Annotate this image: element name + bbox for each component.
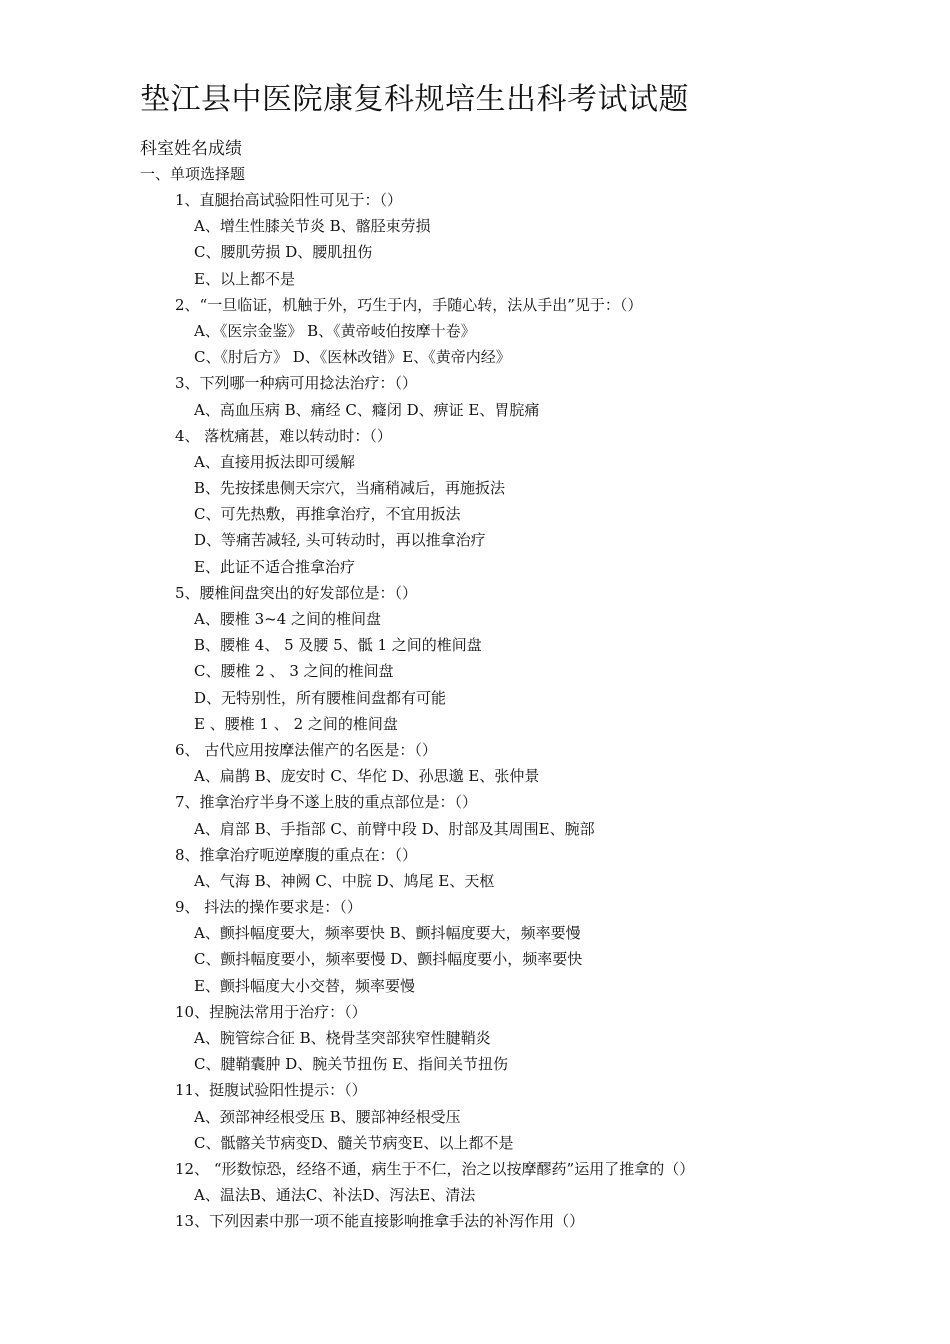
question-stem: 1、直腿抬高试验阳性可见于：（）: [175, 191, 403, 209]
answer-options: C、腱鞘囊肿 D、腕关节扭伤 E、指间关节扭伤: [194, 1055, 508, 1074]
question-stem: 9、 抖法的操作要求是：（）: [175, 898, 362, 917]
answer-options: A、腰椎 3~4 之间的椎间盘: [194, 610, 382, 628]
section-heading: 一、单项选择题: [140, 165, 246, 183]
question-stem: 11、挺腹试验阳性提示：（）: [175, 1081, 367, 1100]
answer-options: B、腰椎 4、 5 及腰 5、骶 1 之间的椎间盘: [194, 636, 482, 655]
question-stem: 2、“一旦临证，机触于外，巧生于内，手随心转，法从手出”见于：（）: [175, 295, 643, 314]
answer-options: E、此证不适合推拿治疗: [194, 557, 355, 576]
answer-options: B、先按揉患侧天宗穴，当痛稍减后，再施扳法: [194, 479, 506, 498]
answer-options: A、气海 B、神阙 C、中脘 D、鸠尾 E、天枢: [194, 871, 495, 890]
answer-options: C、颤抖幅度要小，频率要慢 D、颤抖幅度要小，频率要快: [194, 950, 583, 969]
answer-options: E 、腰椎 1 、 2 之间的椎间盘: [194, 714, 398, 733]
exam-title: 垫江县中医院康复科规培生出科考试试题: [140, 82, 689, 117]
question-stem: 13、下列因素中那一项不能直接影响推拿手法的补泻作用（）: [175, 1212, 585, 1231]
question-stem: 8、推拿治疗呃逆摩腹的重点在：（）: [175, 845, 418, 864]
answer-options: A、颈部神经根受压 B、腰部神经根受压: [194, 1107, 461, 1126]
answer-options: A、温法B、通法C、补法D、泻法E、清法: [194, 1186, 476, 1205]
answer-options: A、高血压病 B、痛经 C、癃闭 D、痹证 E、胃脘痛: [194, 400, 540, 419]
question-stem: 4、 落枕痛甚，难以转动时：（）: [175, 426, 392, 445]
answer-options: D、等痛苦减轻, 头可转动时，再以推拿治疗: [194, 531, 486, 550]
question-stem: 3、下列哪一种病可用捻法治疗：（）: [175, 374, 418, 393]
answer-options: A、增生性膝关节炎 B、髂胫束劳损: [194, 217, 431, 236]
answer-options: C、可先热敷，再推拿治疗，不宜用扳法: [194, 505, 461, 524]
question-stem: 6、 古代应用按摩法催产的名医是：（）: [175, 740, 437, 759]
answer-options: A、《医宗金鉴》 B、《黄帝岐伯按摩十卷》: [194, 321, 476, 340]
answer-options: A、颤抖幅度要大，频率要快 B、颤抖幅度要大，频率要慢: [194, 924, 581, 943]
answer-options: D、无特别性，所有腰椎间盘都有可能: [194, 688, 447, 707]
question-stem: 7、推拿治疗半身不遂上肢的重点部位是：（）: [175, 793, 478, 812]
answer-options: A、腕管综合征 B、桡骨茎突部狭窄性腱鞘炎: [194, 1029, 491, 1047]
answer-options: E、以上都不是: [194, 269, 295, 288]
answer-options: A、直接用扳法即可缓解: [194, 452, 355, 471]
question-stem: 12、 “形数惊恐，经络不通，病生于不仁，治之以按摩醪药”运用了推拿的（）: [175, 1159, 695, 1178]
answer-options: E、颤抖幅度大小交替，频率要慢: [194, 976, 415, 995]
question-stem: 10、捏腕法常用于治疗：（）: [175, 1002, 367, 1021]
answer-options: C、《肘后方》 D、《医林改错》E、《黄帝内经》: [194, 348, 511, 367]
answer-options: A、扁鹊 B、庞安时 C、华佗 D、孙思邈 E、张仲景: [194, 767, 540, 786]
answer-options: C、骶髂关节病变D、髓关节病变E、以上都不是: [194, 1133, 514, 1152]
answer-options: A、肩部 B、手指部 C、前臂中段 D、肘部及其周围E、腕部: [194, 819, 595, 838]
question-stem: 5、腰椎间盘突出的好发部位是：（）: [175, 583, 418, 602]
answer-options: C、腰肌劳损 D、腰肌扭伤: [194, 243, 373, 262]
answer-options: C、腰椎 2 、 3 之间的椎间盘: [194, 662, 394, 681]
question-list: [0, 187, 950, 1235]
student-info-line: 科室姓名成绩: [140, 139, 242, 159]
